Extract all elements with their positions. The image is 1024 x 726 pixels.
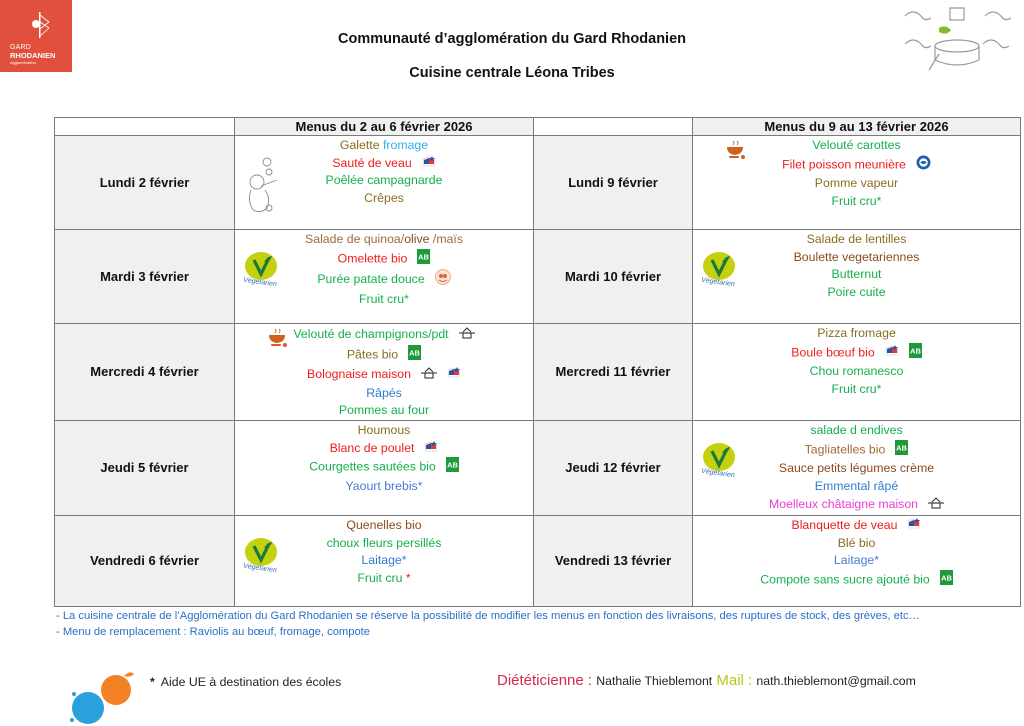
menu-item-text: Salade de quinoa/ — [305, 232, 405, 246]
label-rouge-icon — [447, 366, 461, 384]
menu-item-text: Compote sans sucre ajouté bio — [760, 572, 930, 587]
label-rouge-icon — [422, 155, 436, 173]
menu-item — [693, 422, 1020, 440]
menu-item-text: Crêpes — [364, 190, 404, 205]
menu-item-text: Pâtes bio — [346, 347, 399, 362]
eu-aid-star: * — [150, 675, 155, 689]
menu-item-text: Tagliatelles bio — [804, 442, 886, 457]
menu-item-text: Velouté de champignons/pdt — [293, 327, 449, 342]
table-header-row — [55, 118, 1021, 136]
table-row — [55, 515, 1021, 606]
menu-item — [693, 266, 1020, 284]
week-1-heading: Menus du 2 au 6 février 2026 — [235, 118, 534, 136]
ab-organic-icon — [408, 345, 421, 366]
menu-item — [693, 478, 1020, 496]
eu-aid-text: Aide UE à destination des écoles — [160, 675, 342, 689]
svg-text:AB: AB — [446, 460, 458, 470]
menu-item — [235, 457, 533, 478]
menu-item-text: Quenelles bio — [346, 517, 422, 532]
table-row — [55, 136, 1021, 230]
menu-item — [235, 137, 533, 155]
menu-item-text: Fruit cru* — [831, 193, 882, 208]
label-rouge-icon — [907, 517, 921, 535]
header-blank-2 — [534, 118, 693, 136]
soup-icon — [725, 140, 747, 160]
day-label: Mercredi 4 février — [55, 324, 235, 421]
svg-text:AB: AB — [909, 346, 921, 356]
dietitian-contact — [497, 672, 916, 690]
menu-item — [693, 381, 1020, 399]
eu-aid-note — [150, 675, 341, 689]
menu-item — [235, 385, 533, 403]
menu-item — [235, 517, 533, 535]
menu-item-text: Fruit cru* — [359, 291, 409, 306]
menu-item-text: Pomme vapeur — [814, 176, 899, 191]
menu-item-text: Poêlée campagnarde — [325, 173, 443, 188]
day-label: Mardi 3 février — [55, 230, 235, 324]
menu-item — [693, 495, 1020, 515]
menu-cell — [693, 136, 1021, 230]
ab-organic-icon — [417, 249, 430, 270]
vegetarian-icon: Végétarien — [243, 252, 281, 292]
header-blank-1 — [55, 118, 235, 136]
menu-table — [54, 117, 1021, 607]
menu-item-text: Bolognaise maison — [307, 367, 411, 382]
menu-item-text: Courgettes sautées bio — [309, 459, 436, 474]
menu-item-text: Blé bio — [837, 535, 876, 550]
menu-item-text: Butternut — [831, 267, 882, 282]
dietitian-label: Diététicienne : — [497, 672, 597, 689]
menu-item-text: Yaourt brebis* — [345, 478, 423, 493]
day-label: Jeudi 12 février — [534, 420, 693, 515]
day-label: Mercredi 11 février — [534, 324, 693, 421]
menu-cell — [235, 420, 534, 515]
menu-item — [235, 365, 533, 385]
menu-item-text: Purée patate douce — [317, 272, 425, 287]
menu-item — [693, 570, 1020, 591]
week-2-heading: Menus du 9 au 13 février 2026 — [693, 118, 1021, 136]
logo-line-2: RHODANIEN — [10, 51, 56, 60]
menu-item — [693, 343, 1020, 364]
day-label: Jeudi 5 février — [55, 420, 235, 515]
menu-item — [693, 325, 1020, 343]
page-title: Communauté d’agglomération du Gard Rhodanien — [337, 31, 686, 47]
menu-item-text: fromage — [382, 138, 429, 152]
menu-item — [235, 422, 533, 440]
svg-text:AB: AB — [409, 348, 421, 358]
table-row — [55, 230, 1021, 324]
day-label: Vendredi 13 février — [534, 515, 693, 606]
menu-item — [235, 291, 533, 309]
menu-cell — [693, 515, 1021, 606]
menu-item-text: Moelleux châtaigne maison — [768, 497, 919, 512]
menu-item-text: olive — [404, 232, 430, 246]
menu-item-text: Filet poisson meunière — [782, 157, 906, 172]
svg-text:AB: AB — [418, 252, 430, 262]
note-menu-changes: - La cuisine centrale de l’Agglomération du Gard Rhodanien se réserve la possibilité de modifier les menus en fonction des livraisons, des ruptures de stock, des grèves, etc… — [56, 610, 920, 622]
menu-item-text: Blanc de poulet — [329, 440, 415, 455]
menu-item-text: Laitage* — [361, 553, 407, 568]
menu-item-text: choux fleurs persillés — [326, 535, 442, 550]
day-label: Mardi 10 février — [534, 230, 693, 324]
logo-line-3: Agglomération — [10, 60, 36, 65]
menu-item — [693, 231, 1020, 249]
menu-item-text: Blanquette de veau — [791, 517, 898, 532]
menu-cell — [693, 230, 1021, 324]
dietitian-name: Nathalie Thieblemont — [596, 674, 713, 688]
menu-item — [693, 440, 1020, 461]
menu-item-text: Velouté carottes — [812, 138, 901, 152]
homemade-icon — [928, 495, 944, 515]
label-rouge-icon — [885, 344, 899, 362]
vegetarian-icon: Végétarien — [701, 252, 739, 292]
ab-organic-icon — [940, 570, 953, 591]
menu-item-text: Galette — [339, 138, 383, 152]
menu-item-text: Boule bœuf bio — [791, 345, 875, 360]
menu-item — [693, 460, 1020, 478]
ab-organic-icon — [446, 457, 459, 478]
local-farm-icon — [435, 269, 451, 291]
menu-item-text: Sauce petits légumes crème — [778, 461, 935, 476]
menu-cell — [235, 230, 534, 324]
table-row — [55, 324, 1021, 421]
menu-item-text: * — [405, 570, 411, 585]
menu-item — [235, 402, 533, 420]
menu-item-text: Fruit cru — [357, 570, 406, 585]
eu-school-program-logo-icon — [66, 670, 146, 726]
day-label: Vendredi 6 février — [55, 515, 235, 606]
table-row — [55, 420, 1021, 515]
bear-icon — [243, 154, 283, 218]
menu-item — [693, 175, 1020, 193]
menu-item-text: Salade de lentilles — [806, 232, 907, 246]
menu-item — [693, 517, 1020, 535]
vegetarian-icon: Végétarien — [701, 443, 739, 483]
menu-item — [693, 249, 1020, 267]
svg-text:AB: AB — [896, 443, 908, 453]
menu-item-text: Poire cuite — [827, 284, 886, 299]
menu-item-text: Houmous — [357, 422, 411, 437]
menu-cell — [235, 324, 534, 421]
menu-cell — [693, 420, 1021, 515]
menu-item — [235, 440, 533, 458]
cooking-pot-icon — [895, 2, 1020, 72]
mail-address[interactable]: nath.thieblemont@gmail.com — [756, 674, 916, 688]
menu-item-text: Fruit cru* — [831, 381, 882, 396]
menu-item-text: Pizza fromage — [817, 326, 896, 340]
menu-item-text: /maïs — [429, 232, 463, 246]
homemade-icon — [421, 365, 437, 385]
menu-item — [693, 193, 1020, 211]
day-label: Lundi 9 février — [534, 136, 693, 230]
menu-item-text: Chou romanesco — [809, 364, 904, 379]
menu-item-text: Emmental râpé — [814, 478, 899, 493]
mail-label: Mail : — [712, 672, 757, 689]
logo-line-1: GARD — [10, 44, 32, 51]
menu-item — [693, 552, 1020, 570]
menu-item-text: Pommes au four — [338, 403, 430, 418]
menu-item — [235, 478, 533, 496]
soup-icon — [267, 328, 289, 348]
homemade-icon — [459, 325, 475, 345]
menu-item — [693, 284, 1020, 302]
day-label: Lundi 2 février — [55, 136, 235, 230]
menu-item-text: Râpés — [366, 385, 402, 400]
menu-cell — [235, 515, 534, 606]
ab-organic-icon — [895, 440, 908, 461]
menu-item — [693, 535, 1020, 553]
note-replacement-menu: - Menu de remplacement : Raviolis au bœuf, fromage, compote — [56, 626, 371, 638]
svg-text:AB: AB — [940, 573, 952, 583]
menu-item-text: Omelette bio — [337, 251, 408, 266]
menu-item-text: Laitage* — [833, 553, 880, 568]
vegetarian-icon: Végétarien — [243, 538, 281, 578]
menu-item — [693, 363, 1020, 381]
menu-cell — [693, 324, 1021, 421]
page-subtitle: Cuisine centrale Léona Tribes — [409, 65, 615, 81]
menu-cell — [235, 136, 534, 230]
menu-item-text: Sauté de veau — [332, 155, 412, 170]
menu-item-text: Boulette vegetariennes — [793, 249, 920, 264]
msc-fish-icon — [916, 155, 931, 176]
label-rouge-icon — [424, 440, 438, 458]
menu-item — [235, 231, 533, 249]
menu-item-text: salade d endives — [810, 422, 903, 437]
ab-organic-icon — [909, 343, 922, 364]
